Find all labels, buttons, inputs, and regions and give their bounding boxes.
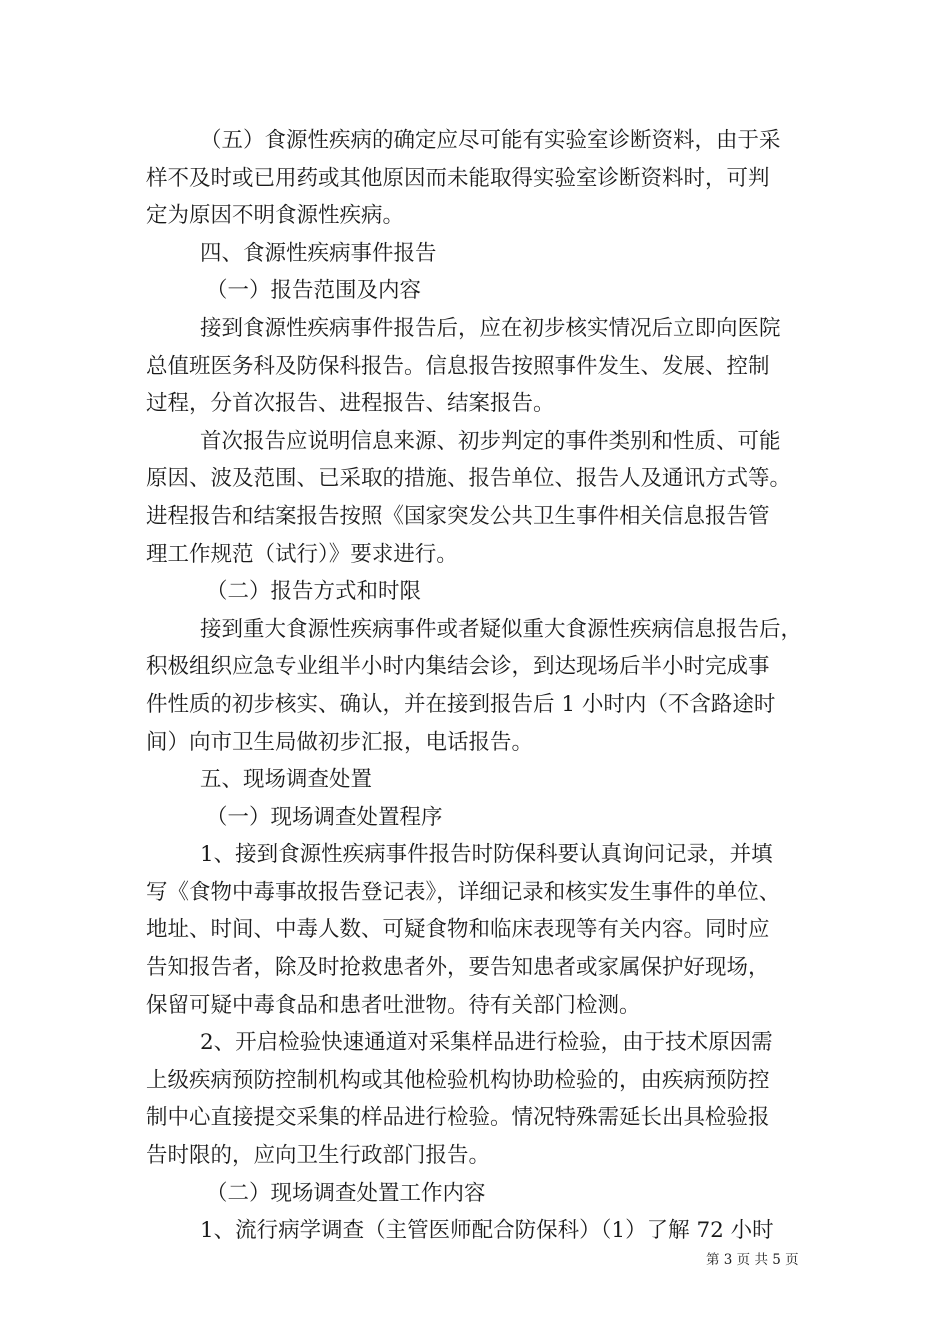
paragraph-line: 写《食物中毒事故报告登记表》，详细记录和核实发生事件的单位、 — [146, 879, 781, 905]
subsection-heading: （二）现场调查处置工作内容 — [206, 1180, 486, 1206]
paragraph-line: 样不及时或已用药或其他原因而未能取得实验室诊断资料时，可判 — [146, 165, 770, 191]
paragraph-line: 积极组织应急专业组半小时内集结会诊，到达现场后半小时完成事 — [146, 654, 770, 680]
subsection-heading: （一）报告范围及内容 — [206, 278, 422, 304]
paragraph-line: 制中心直接提交采集的样品进行检验。情况特殊需延长出具检验报 — [146, 1105, 770, 1131]
paragraph-line: 保留可疑中毒食品和患者吐泄物。待有关部门检测。 — [146, 992, 641, 1018]
paragraph-line: 进程报告和结案报告按照《国家突发公共卫生事件相关信息报告管 — [146, 503, 770, 529]
paragraph-line: 件性质的初步核实、确认，并在接到报告后 1 小时内（不含路途时 — [146, 691, 776, 717]
paragraph-line: 告时限的，应向卫生行政部门报告。 — [146, 1143, 491, 1169]
paragraph-line: 1、流行病学调查（主管医师配合防保科）（1）了解 72 小时 — [200, 1218, 774, 1244]
paragraph-line: 上级疾病预防控制机构或其他检验机构协助检验的，由疾病预防控 — [146, 1067, 770, 1093]
paragraph-line: （五）食源性疾病的确定应尽可能有实验室诊断资料，由于采 — [200, 128, 781, 153]
subsection-heading: （二）报告方式和时限 — [206, 579, 422, 605]
paragraph-line: 定为原因不明食源性疾病。 — [146, 203, 405, 229]
paragraph-line: 接到食源性疾病事件报告后，应在初步核实情况后立即向医院 — [200, 315, 781, 341]
paragraph-line: 首次报告应说明信息来源、初步判定的事件类别和性质、可能 — [200, 428, 781, 454]
paragraph-line: 理工作规范（试行）》要求进行。 — [146, 541, 458, 567]
document-body — [146, 122, 828, 1250]
paragraph-line: 原因、波及范围、已采取的措施、报告单位、报告人及通讯方式等。 — [146, 466, 792, 492]
paragraph-line: 总值班医务科及防保科报告。信息报告按照事件发生、发展、控制 — [146, 353, 770, 379]
paragraph-line: 接到重大食源性疾病事件或者疑似重大食源性疾病信息报告后， — [200, 616, 803, 642]
paragraph-line: 1、接到食源性疾病事件报告时防保科要认真询问记录，并填 — [200, 842, 773, 868]
paragraph-line: 间）向市卫生局做初步汇报，电话报告。 — [146, 729, 534, 755]
paragraph-line: 告知报告者，除及时抢救患者外，要告知患者或家属保护好现场， — [146, 955, 770, 981]
paragraph-line: 地址、时间、中毒人数、可疑食物和临床表现等有关内容。同时应 — [146, 917, 770, 943]
section-heading: 四、食源性疾病事件报告 — [200, 240, 437, 266]
paragraph-line: 过程，分首次报告、进程报告、结案报告。 — [146, 391, 555, 417]
section-heading: 五、现场调查处置 — [200, 767, 373, 793]
paragraph-line: 2、开启检验快速通道对采集样品进行检验，由于技术原因需 — [200, 1030, 773, 1056]
page-number-footer: 第 3 页 共 5 页 — [706, 1252, 799, 1268]
subsection-heading: （一）现场调查处置程序 — [206, 804, 443, 830]
